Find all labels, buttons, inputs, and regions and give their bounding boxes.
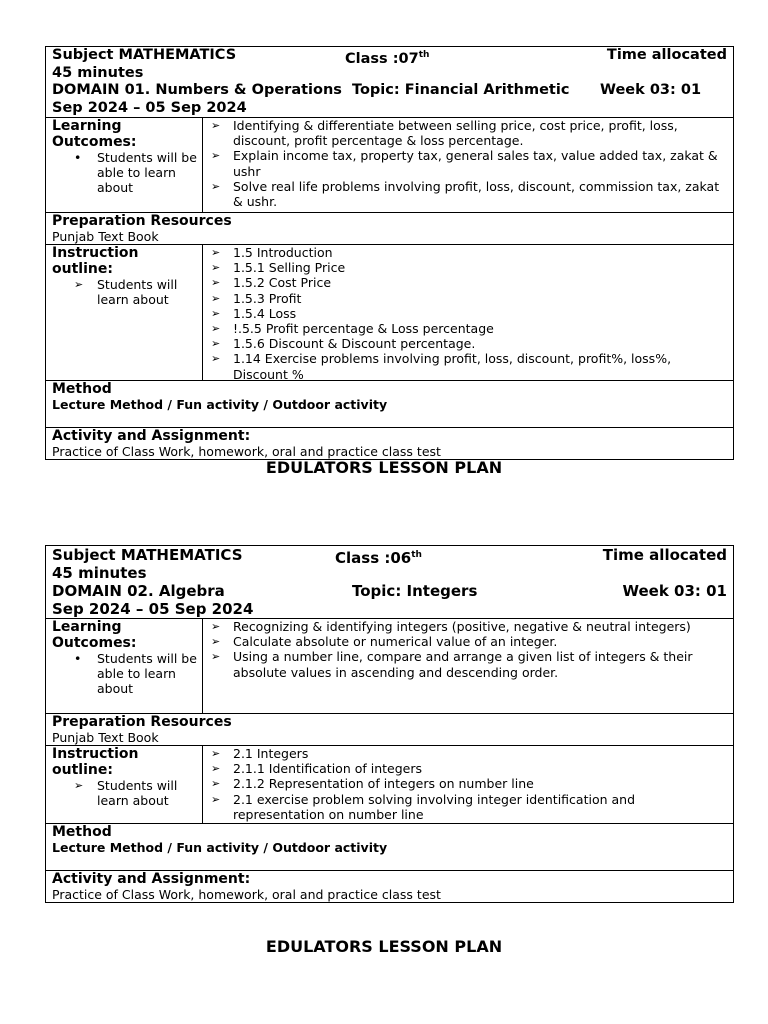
arrowhead-bullet-icon: ➢ bbox=[211, 119, 221, 132]
preparation-resources-row bbox=[46, 213, 733, 245]
learning-outcomes-row bbox=[46, 619, 733, 714]
duration: 45 minutes bbox=[52, 564, 147, 582]
arrowhead-bullet-icon: ➢ bbox=[74, 278, 84, 291]
arrowhead-bullet-icon: ➢ bbox=[211, 306, 221, 320]
list-item: ➢ Explain income tax, property tax, general sales tax, value added tax, zakat & ushr bbox=[211, 148, 718, 179]
plan-header bbox=[46, 546, 733, 619]
subject-label: Subject MATHEMATICS bbox=[52, 546, 243, 564]
instruction-outline-sub: ➢ Students will learn about bbox=[74, 778, 178, 808]
preparation-resources-label: Preparation Resources bbox=[52, 714, 232, 730]
lesson-plan-caption: EDULATORS LESSON PLAN bbox=[265, 458, 503, 477]
learning-outcomes-sub: • Students will be able to learn about bbox=[74, 651, 197, 696]
arrowhead-bullet-icon: ➢ bbox=[211, 322, 221, 336]
list-item: ➢ Identifying & differentiate between selling price, cost price, profit, loss, discount, profit percentage & loss percentage. bbox=[211, 118, 678, 149]
activity-value: Practice of Class Work, homework, oral and practice class test bbox=[52, 444, 441, 459]
arrowhead-bullet-icon: ➢ bbox=[211, 635, 221, 649]
date-range: Sep 2024 – 05 Sep 2024 bbox=[52, 99, 247, 116]
list-item: ➢ Solve real life problems involving profit, loss, discount, commission tax, zakat & ushr. bbox=[211, 178, 720, 210]
arrowhead-bullet-icon: ➢ bbox=[211, 792, 221, 806]
week-label: Week 03: 01 bbox=[622, 582, 727, 600]
domain-label: DOMAIN 01. Numbers & Operations bbox=[52, 82, 342, 98]
method-label: Method bbox=[52, 824, 112, 840]
outline-list bbox=[211, 245, 723, 382]
plan-header bbox=[46, 47, 733, 118]
arrowhead-bullet-icon: ➢ bbox=[211, 747, 221, 760]
method-row bbox=[46, 824, 733, 871]
arrowhead-bullet-icon: ➢ bbox=[74, 779, 84, 792]
outline-list bbox=[211, 746, 723, 822]
preparation-resources-value: Punjab Text Book bbox=[52, 730, 159, 745]
list-item: ➢ 1.14 Exercise problems involving profit, loss, discount, profit%, loss%, Discount % bbox=[211, 351, 672, 382]
arrowhead-bullet-icon: ➢ bbox=[211, 777, 221, 791]
arrowhead-bullet-icon: ➢ bbox=[211, 291, 221, 305]
topic-label: Topic: Financial Arithmetic bbox=[352, 82, 570, 98]
preparation-resources-label: Preparation Resources bbox=[52, 213, 232, 229]
time-allocated-label: Time allocated bbox=[606, 47, 727, 63]
instruction-outline-label: Instruction outline: bbox=[52, 746, 139, 778]
list-item: ➢ 2.1.2 Representation of integers on number line bbox=[211, 776, 534, 792]
activity-label: Activity and Assignment: bbox=[52, 871, 251, 887]
learning-outcomes-row bbox=[46, 118, 733, 213]
instruction-outline-label: Instruction outline: bbox=[52, 245, 139, 277]
activity-value: Practice of Class Work, homework, oral and practice class test bbox=[52, 887, 441, 902]
duration: 45 minutes bbox=[52, 64, 144, 81]
arrowhead-bullet-icon: ➢ bbox=[211, 337, 221, 351]
method-value: Lecture Method / Fun activity / Outdoor activity bbox=[52, 840, 388, 855]
preparation-resources-row bbox=[46, 714, 733, 746]
lesson-plan-2 bbox=[45, 545, 734, 903]
domain-label: DOMAIN 02. Algebra bbox=[52, 582, 225, 600]
method-row bbox=[46, 381, 733, 428]
outcomes-list bbox=[211, 619, 723, 680]
preparation-resources-value: Punjab Text Book bbox=[52, 229, 159, 244]
list-item: ➢ 2.1 Integers bbox=[211, 746, 309, 761]
date-range: Sep 2024 – 05 Sep 2024 bbox=[52, 600, 254, 618]
list-item: ➢ 1.5.4 Loss bbox=[211, 305, 297, 321]
outcomes-list bbox=[211, 118, 723, 210]
instruction-outline-sub: ➢ Students will learn about bbox=[74, 277, 178, 307]
instruction-outline-row bbox=[46, 245, 733, 381]
arrowhead-bullet-icon: ➢ bbox=[211, 762, 221, 776]
list-item: ➢ 2.1.1 Identification of integers bbox=[211, 761, 422, 777]
time-allocated-label: Time allocated bbox=[602, 546, 727, 564]
list-item: ➢ 1.5.1 Selling Price bbox=[211, 260, 346, 276]
class-label: Class :07th bbox=[345, 50, 430, 67]
activity-row bbox=[46, 871, 733, 902]
list-item: ➢ Recognizing & identifying integers (positive, negative & neutral integers) bbox=[211, 619, 691, 634]
list-item: ➢ Using a number line, compare and arrange a given list of integers & their absolute values in ascending and descending order. bbox=[211, 649, 693, 680]
arrowhead-bullet-icon: ➢ bbox=[211, 276, 221, 290]
list-item: ➢ 1.5 Introduction bbox=[211, 245, 333, 260]
learning-outcomes-label: Learning Outcomes: bbox=[52, 118, 137, 150]
learning-outcomes-label: Learning Outcomes: bbox=[52, 619, 137, 651]
arrowhead-bullet-icon: ➢ bbox=[211, 149, 221, 163]
list-item: ➢ 1.5.6 Discount & Discount percentage. bbox=[211, 336, 476, 352]
method-value: Lecture Method / Fun activity / Outdoor activity bbox=[52, 397, 388, 412]
round-bullet-icon: • bbox=[74, 651, 82, 666]
arrowhead-bullet-icon: ➢ bbox=[211, 246, 221, 259]
list-item: ➢ 2.1 exercise problem solving involving integer identification and representation on number line bbox=[211, 791, 636, 822]
arrowhead-bullet-icon: ➢ bbox=[211, 620, 221, 633]
subject-label: Subject MATHEMATICS bbox=[52, 47, 237, 63]
list-item: ➢ !.5.5 Profit percentage & Loss percentage bbox=[211, 321, 494, 337]
arrowhead-bullet-icon: ➢ bbox=[211, 179, 221, 193]
arrowhead-bullet-icon: ➢ bbox=[211, 261, 221, 275]
activity-label: Activity and Assignment: bbox=[52, 428, 251, 444]
lesson-plan-1 bbox=[45, 46, 734, 460]
instruction-outline-row bbox=[46, 746, 733, 824]
arrowhead-bullet-icon: ➢ bbox=[211, 352, 221, 366]
arrowhead-bullet-icon: ➢ bbox=[211, 650, 221, 664]
method-label: Method bbox=[52, 381, 112, 397]
round-bullet-icon: • bbox=[74, 150, 82, 165]
lesson-plan-caption: EDULATORS LESSON PLAN bbox=[265, 937, 503, 956]
week-label: Week 03: 01 bbox=[600, 82, 702, 98]
list-item: ➢ 1.5.2 Cost Price bbox=[211, 275, 332, 291]
activity-row bbox=[46, 428, 733, 459]
class-label: Class :06th bbox=[335, 549, 422, 567]
topic-label: Topic: Integers bbox=[352, 582, 478, 600]
learning-outcomes-sub: • Students will be able to learn about bbox=[74, 150, 197, 195]
list-item: ➢ 1.5.3 Profit bbox=[211, 290, 302, 306]
list-item: ➢ Calculate absolute or numerical value of an integer. bbox=[211, 634, 558, 650]
